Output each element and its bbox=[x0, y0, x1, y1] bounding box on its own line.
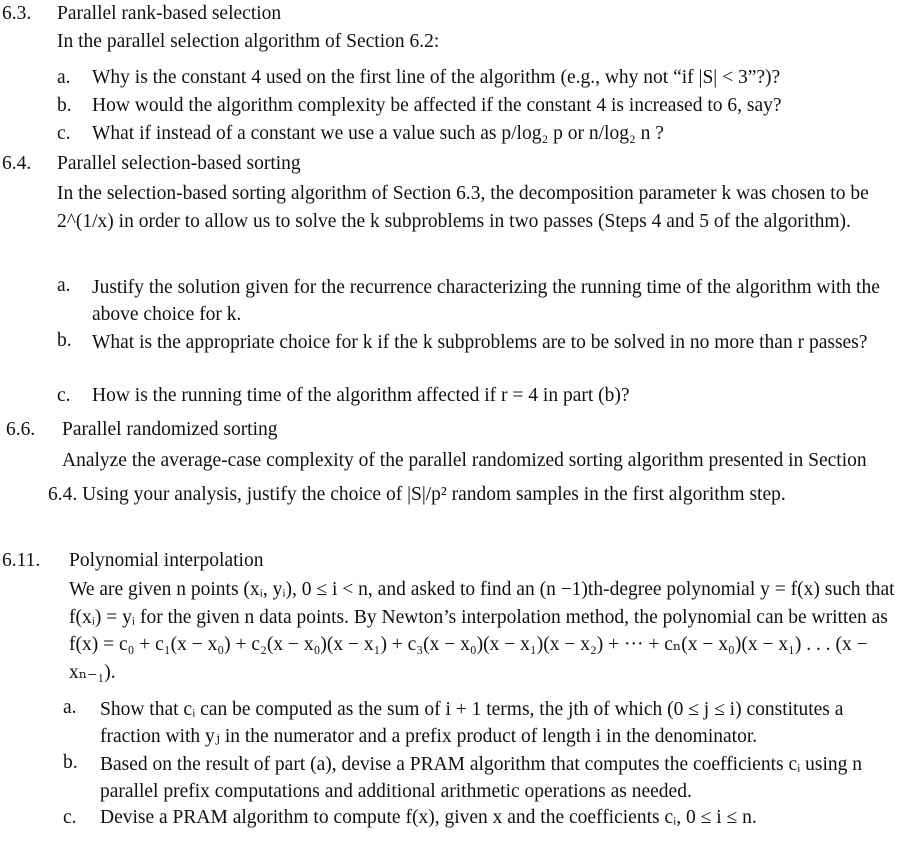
part-label: c. bbox=[57, 385, 71, 406]
part-text: How is the running time of the algorithm affected if r = 4 in part (b)? bbox=[92, 385, 630, 406]
part-text: What if instead of a constant we use a value such as p/log₂ p or n/log₂ n ? bbox=[92, 123, 664, 144]
problem-title: Parallel randomized sorting bbox=[62, 419, 278, 440]
problem-number: 6.4. bbox=[2, 153, 32, 174]
problem-title: Parallel selection-based sorting bbox=[57, 153, 301, 174]
problem-intro: We are given n points (xᵢ, yᵢ), 0 ≤ i < n, and asked to find an (n −1)th-degree polynomial y = f(x) such that f(xᵢ) = yᵢ for the given n data points. By Newton’s interpolation method, the polynomial can be written as f(x) = c₀ + c₁(x − x₀) + c₂(x − x₀)(x − x₁) + c₃(x − x₀)(x − x₁)(x − x₂) + ··· + cₙ(x − x₀)(x − x₁) . . . (x − xₙ₋₁). bbox=[69, 579, 895, 683]
problem-intro: Analyze the average-case complexity of the parallel randomized sorting algorithm presented in Section 6.4. Using your analysis, justify the choice of |S|/p² random samples in the first algorithm step. bbox=[48, 450, 867, 505]
part-text: Justify the solution given for the recurrence characterizing the running time of the algorithm with the above choice for k. bbox=[92, 277, 880, 325]
part-text: Why is the constant 4 used on the first line of the algorithm (e.g., why not “if |S| < 3”?)? bbox=[92, 67, 781, 88]
part-label: a. bbox=[57, 67, 71, 88]
part-label: c. bbox=[57, 123, 71, 144]
part-label: b. bbox=[57, 95, 72, 116]
part-label: a. bbox=[57, 275, 71, 296]
part-label: c. bbox=[63, 807, 77, 828]
problem-number: 6.3. bbox=[2, 3, 32, 24]
problem-intro: In the parallel selection algorithm of Section 6.2: bbox=[57, 31, 440, 52]
part-label: b. bbox=[63, 752, 78, 773]
part-text: How would the algorithm complexity be affected if the constant 4 is increased to 6, say? bbox=[92, 95, 782, 116]
part-text: What is the appropriate choice for k if the k subproblems are to be solved in no more than r passes? bbox=[92, 332, 868, 353]
part-text: Show that cᵢ can be computed as the sum of i + 1 terms, the jth of which (0 ≤ j ≤ i) constitutes a fraction with yⱼ in the numerator and a prefix product of length i in the denominator. bbox=[100, 699, 844, 747]
part-text: Based on the result of part (a), devise a PRAM algorithm that computes the coefficients cᵢ using n parallel prefix computations and additional arithmetic operations as needed. bbox=[100, 754, 863, 802]
part-text: Devise a PRAM algorithm to compute f(x), given x and the coefficients cᵢ, 0 ≤ i ≤ n. bbox=[100, 807, 757, 828]
part-label: a. bbox=[63, 697, 77, 718]
problem-intro: In the selection-based sorting algorithm of Section 6.3, the decomposition parameter k was chosen to be 2^(1/x) in order to allow us to solve the k subproblems in two passes (Steps 4 and 5 of the algorithm). bbox=[57, 183, 869, 232]
problem-title: Parallel rank-based selection bbox=[57, 3, 282, 24]
part-label: b. bbox=[57, 330, 72, 351]
problem-number: 6.11. bbox=[2, 550, 41, 571]
problem-title: Polynomial interpolation bbox=[69, 550, 264, 571]
problem-number: 6.6. bbox=[6, 419, 36, 440]
